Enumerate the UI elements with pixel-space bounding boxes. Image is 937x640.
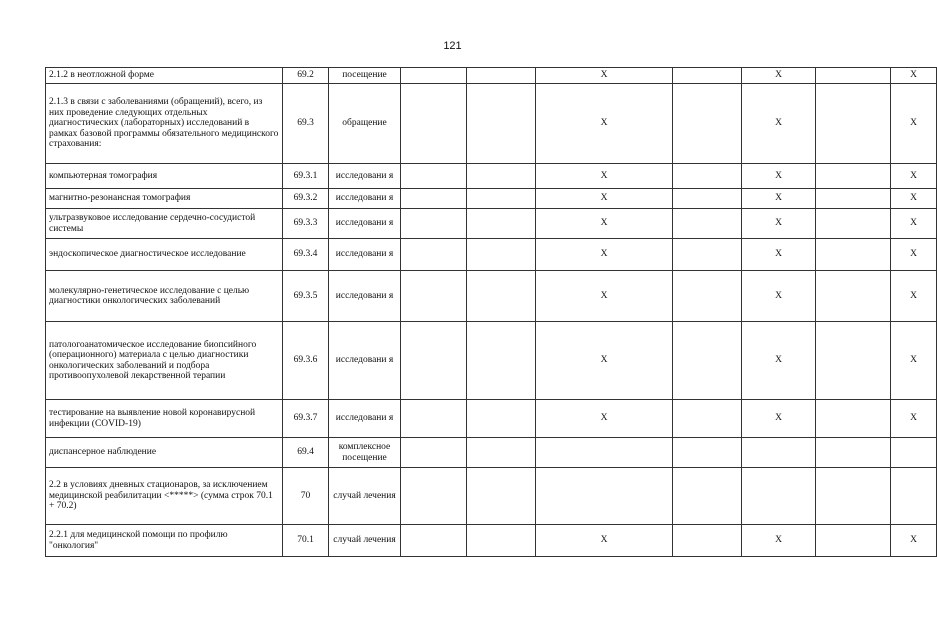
row-cell-6	[816, 239, 891, 271]
table-row	[46, 271, 937, 322]
row-unit: исследовани я	[329, 164, 401, 189]
row-cell-1	[401, 322, 467, 400]
row-cell-6	[816, 271, 891, 322]
row-cell-3: X	[536, 189, 673, 209]
row-unit: исследовани я	[329, 322, 401, 400]
row-cell-7: X	[891, 164, 937, 189]
row-code: 69.3	[283, 84, 329, 164]
row-code: 69.3.5	[283, 271, 329, 322]
table-row	[46, 164, 937, 189]
row-name: ультразвуковое исследование сердечно-сосудистой системы	[46, 209, 283, 239]
row-code: 69.3.4	[283, 239, 329, 271]
data-table	[45, 67, 937, 557]
row-cell-4	[673, 468, 742, 525]
row-cell-4	[673, 164, 742, 189]
row-cell-7	[891, 438, 937, 468]
row-cell-6	[816, 68, 891, 84]
row-cell-7: X	[891, 209, 937, 239]
row-cell-5: X	[742, 68, 816, 84]
row-unit: случай лечения	[329, 468, 401, 525]
row-code: 69.3.1	[283, 164, 329, 189]
row-cell-1	[401, 239, 467, 271]
row-cell-4	[673, 271, 742, 322]
row-code: 69.3.7	[283, 400, 329, 438]
row-cell-4	[673, 239, 742, 271]
row-cell-2	[467, 164, 536, 189]
row-cell-6	[816, 189, 891, 209]
row-cell-4	[673, 438, 742, 468]
row-cell-4	[673, 400, 742, 438]
row-unit: исследовани я	[329, 189, 401, 209]
row-cell-1	[401, 271, 467, 322]
row-cell-2	[467, 209, 536, 239]
row-cell-2	[467, 400, 536, 438]
row-cell-5	[742, 468, 816, 525]
row-cell-7: X	[891, 68, 937, 84]
row-cell-7: X	[891, 84, 937, 164]
row-cell-6	[816, 209, 891, 239]
row-cell-4	[673, 322, 742, 400]
table-row	[46, 322, 937, 400]
row-cell-3: X	[536, 322, 673, 400]
table-body	[46, 68, 937, 557]
row-cell-7: X	[891, 189, 937, 209]
row-code: 70	[283, 468, 329, 525]
row-code: 69.3.3	[283, 209, 329, 239]
row-cell-3: X	[536, 400, 673, 438]
row-cell-2	[467, 438, 536, 468]
row-unit: случай лечения	[329, 525, 401, 557]
row-cell-2	[467, 468, 536, 525]
table-row	[46, 525, 937, 557]
row-cell-7: X	[891, 525, 937, 557]
row-cell-5: X	[742, 271, 816, 322]
row-cell-1	[401, 209, 467, 239]
table-row	[46, 68, 937, 84]
row-name: молекулярно-генетическое исследование с целью диагностики онкологических заболеваний	[46, 271, 283, 322]
row-cell-5: X	[742, 400, 816, 438]
table-row	[46, 468, 937, 525]
row-cell-3: X	[536, 271, 673, 322]
row-cell-2	[467, 239, 536, 271]
row-cell-3: X	[536, 164, 673, 189]
row-cell-1	[401, 525, 467, 557]
table-row	[46, 400, 937, 438]
row-cell-3: X	[536, 68, 673, 84]
row-cell-2	[467, 525, 536, 557]
table-row	[46, 209, 937, 239]
row-cell-1	[401, 438, 467, 468]
row-cell-4	[673, 84, 742, 164]
row-name: 2.1.2 в неотложной форме	[46, 68, 283, 84]
row-cell-2	[467, 189, 536, 209]
row-cell-7: X	[891, 271, 937, 322]
row-cell-5: X	[742, 164, 816, 189]
row-unit: посещение	[329, 68, 401, 84]
row-cell-3: X	[536, 84, 673, 164]
row-code: 69.3.2	[283, 189, 329, 209]
row-cell-1	[401, 189, 467, 209]
row-cell-7: X	[891, 239, 937, 271]
row-name: магнитно-резонансная томография	[46, 189, 283, 209]
row-unit: исследовани я	[329, 271, 401, 322]
row-name: 2.2.1 для медицинской помощи по профилю "онкология"	[46, 525, 283, 557]
row-cell-5: X	[742, 189, 816, 209]
row-cell-3	[536, 438, 673, 468]
row-cell-1	[401, 400, 467, 438]
row-cell-3: X	[536, 209, 673, 239]
row-name: патологоанатомическое исследование биопсийного (операционного) материала с целью диагностики онкологических заболеваний и подбора противоопухолевой лекарственной терапии	[46, 322, 283, 400]
row-cell-1	[401, 68, 467, 84]
row-cell-3: X	[536, 239, 673, 271]
row-cell-4	[673, 189, 742, 209]
row-cell-6	[816, 322, 891, 400]
row-cell-6	[816, 525, 891, 557]
row-cell-5: X	[742, 84, 816, 164]
row-cell-4	[673, 209, 742, 239]
row-cell-7: X	[891, 400, 937, 438]
row-cell-4	[673, 525, 742, 557]
row-code: 69.2	[283, 68, 329, 84]
row-cell-7: X	[891, 322, 937, 400]
row-cell-1	[401, 84, 467, 164]
row-unit: исследовани я	[329, 239, 401, 271]
table-row	[46, 438, 937, 468]
row-name: диспансерное наблюдение	[46, 438, 283, 468]
row-cell-2	[467, 271, 536, 322]
row-code: 70.1	[283, 525, 329, 557]
row-name: эндоскопическое диагностическое исследование	[46, 239, 283, 271]
row-name: 2.1.3 в связи с заболеваниями (обращений), всего, из них проведение следующих отдельных диагностических (лабораторных) исследований в рамках базовой программы обязательного медицинского страхования:	[46, 84, 283, 164]
table-row	[46, 189, 937, 209]
row-cell-1	[401, 468, 467, 525]
row-unit: исследовани я	[329, 209, 401, 239]
table-row	[46, 84, 937, 164]
row-unit: обращение	[329, 84, 401, 164]
row-name: 2.2 в условиях дневных стационаров, за исключением медицинской реабилитации <*****> (сумма строк 70.1 + 70.2)	[46, 468, 283, 525]
row-cell-3: X	[536, 525, 673, 557]
row-cell-5: X	[742, 239, 816, 271]
row-cell-6	[816, 400, 891, 438]
row-name: тестирование на выявление новой коронавирусной инфекции (COVID-19)	[46, 400, 283, 438]
row-cell-1	[401, 164, 467, 189]
row-cell-6	[816, 438, 891, 468]
row-cell-4	[673, 68, 742, 84]
table-row	[46, 239, 937, 271]
page-number: 121	[443, 40, 462, 52]
row-name: компьютерная томография	[46, 164, 283, 189]
row-cell-5: X	[742, 209, 816, 239]
row-cell-7	[891, 468, 937, 525]
row-cell-3	[536, 468, 673, 525]
row-cell-6	[816, 84, 891, 164]
row-cell-6	[816, 468, 891, 525]
row-cell-5: X	[742, 322, 816, 400]
row-code: 69.3.6	[283, 322, 329, 400]
row-cell-2	[467, 322, 536, 400]
row-cell-2	[467, 84, 536, 164]
row-cell-6	[816, 164, 891, 189]
row-cell-2	[467, 68, 536, 84]
row-unit: исследовани я	[329, 400, 401, 438]
row-code: 69.4	[283, 438, 329, 468]
row-unit: комплексное посещение	[329, 438, 401, 468]
row-cell-5: X	[742, 525, 816, 557]
row-cell-5	[742, 438, 816, 468]
